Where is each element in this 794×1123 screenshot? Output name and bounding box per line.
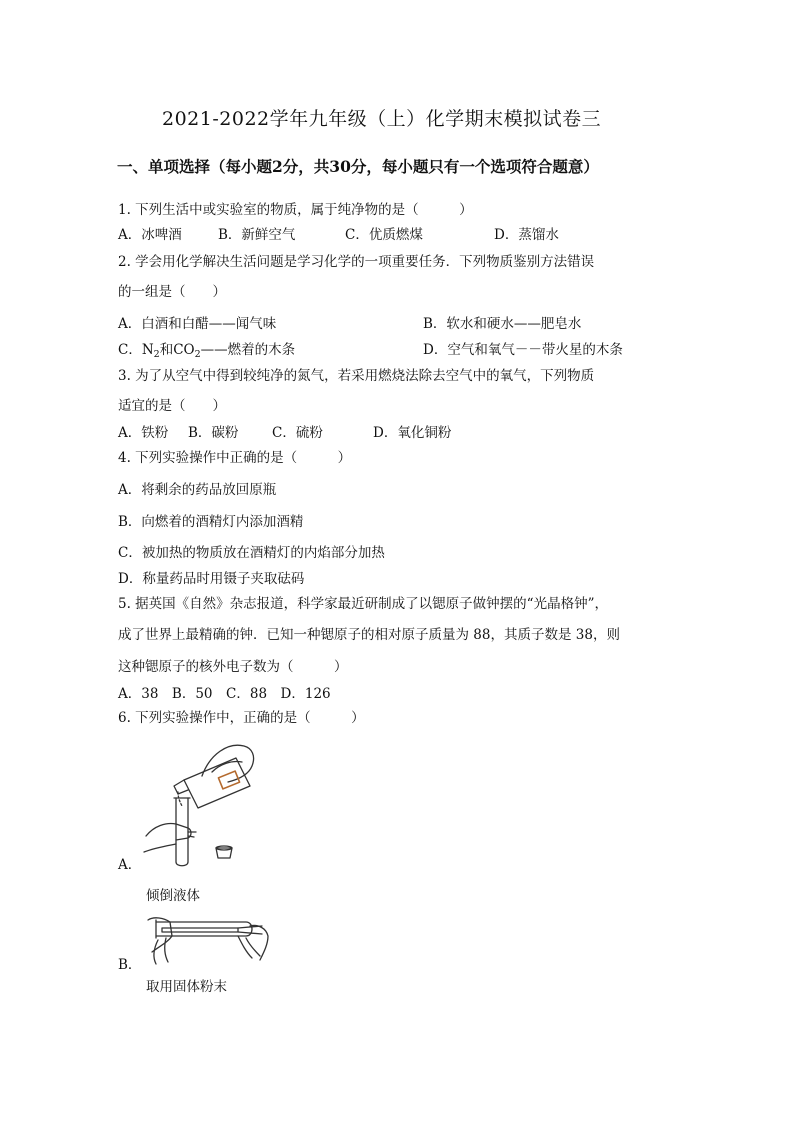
- q5-stem-line1: 5. 据英国《自然》杂志报道，科学家最近研制成了以锶原子做钟摆的“光晶格钟”，: [118, 596, 608, 612]
- q5-options: A．38 B．50 C．88 D．126: [118, 686, 331, 702]
- q1-option-a: A．冰啤酒: [118, 227, 182, 243]
- q3-option-d: D．氧化铜粉: [373, 425, 452, 441]
- q4-option-b: B．向燃着的酒精灯内添加酒精: [118, 514, 304, 530]
- q1-option-c: C．优质燃煤: [345, 227, 423, 243]
- q2-stem-line1: 2. 学会用化学解决生活问题是学习化学的一项重要任务．下列物质鉴别方法错误: [118, 254, 595, 270]
- q3-stem-line1: 3. 为了从空气中得到较纯净的氮气，若采用燃烧法除去空气中的氧气，下列物质: [118, 368, 595, 384]
- section-heading: 一、单项选择（每小题2分，共30分，每小题只有一个选项符合题意）: [117, 157, 599, 176]
- q1-option-b: B．新鲜空气: [218, 227, 296, 243]
- q1-option-d: D．蒸馏水: [494, 227, 559, 243]
- q3-option-a: A．铁粉: [118, 425, 169, 441]
- q6-stem: 6. 下列实验操作中，正确的是（ ）: [118, 710, 365, 726]
- q3-stem-line2: 适宜的是（ ）: [118, 398, 226, 414]
- exam-title: 2021-2022学年九年级（上）化学期末模拟试卷三: [162, 108, 602, 130]
- q2-stem-line2: 的一组是（ ）: [118, 284, 226, 300]
- q6-option-a-label: A．: [118, 857, 142, 873]
- q3-option-b: B．碳粉: [188, 425, 239, 441]
- q5-stem-line2: 成了世界上最精确的钟．已知一种锶原子的相对原子质量为 88，其质子数是 38，则: [118, 627, 620, 643]
- q2-option-d: D．空气和氧气－－带火星的木条: [423, 342, 623, 358]
- q6-option-b-label: B．: [118, 957, 142, 973]
- q1-stem: 1. 下列生活中或实验室的物质，属于纯净物的是（ ）: [118, 202, 473, 218]
- powder-sampling-illustration: [142, 906, 272, 968]
- q3-option-c: C．硫粉: [272, 425, 323, 441]
- q4-option-c: C．被加热的物质放在酒精灯的内焰部分加热: [118, 545, 385, 561]
- q2-option-b: B．软水和硬水——肥皂水: [423, 316, 582, 332]
- q2-option-c: C．$N_2$和$CO_2——$燃着的木条: [118, 342, 296, 360]
- q5-stem-line3: 这种锶原子的核外电子数为（ ）: [118, 659, 348, 675]
- q2-option-a: A．白酒和白醋——闻气味: [118, 316, 277, 332]
- pouring-liquid-illustration: [140, 736, 270, 868]
- q6-option-a-caption: 倾倒液体: [146, 888, 200, 904]
- q4-option-a: A．将剩余的药品放回原瓶: [118, 482, 277, 498]
- q6-option-b-caption: 取用固体粉末: [146, 979, 227, 995]
- q4-stem: 4. 下列实验操作中正确的是（ ）: [118, 450, 352, 466]
- q4-option-d: D．称量药品时用镊子夹取砝码: [118, 571, 305, 587]
